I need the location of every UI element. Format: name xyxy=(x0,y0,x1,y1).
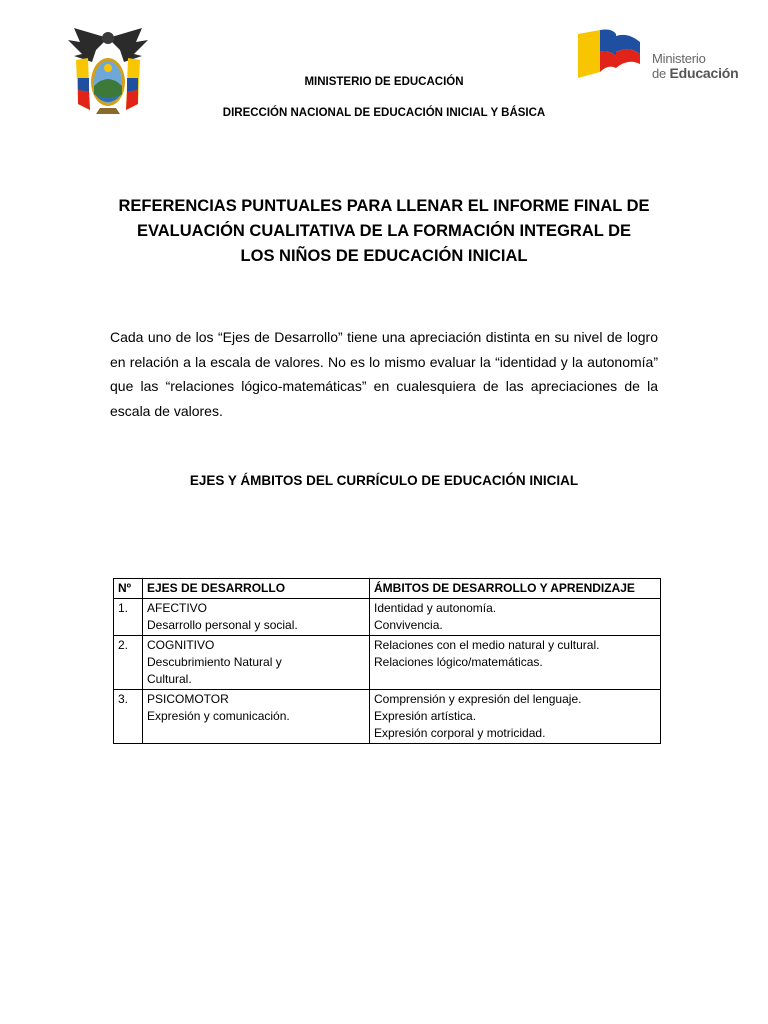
table-header-row xyxy=(114,579,661,599)
eje-line: Descubrimiento Natural y xyxy=(147,655,282,669)
document-title xyxy=(108,194,660,269)
eje-cell xyxy=(143,636,370,690)
ambitos-cell xyxy=(370,599,661,636)
ambito-line: Relaciones con el medio natural y cultural. xyxy=(374,638,600,652)
logo-line1: Ministerio xyxy=(652,51,706,66)
eje-line: AFECTIVO xyxy=(147,601,208,615)
ambito-line: Convivencia. xyxy=(374,618,443,632)
row-number: 2. xyxy=(114,636,143,690)
logo-line2-bold: Educación xyxy=(669,65,739,81)
row-number: 3. xyxy=(114,690,143,744)
logo-line2-prefix: de xyxy=(652,66,670,81)
header-num: Nº xyxy=(114,579,143,599)
ambitos-cell xyxy=(370,636,661,690)
ambitos-cell xyxy=(370,690,661,744)
ambito-line: Identidad y autonomía. xyxy=(374,601,497,615)
document-title-line: REFERENCIAS PUNTUALES PARA LLENAR EL INFORME FINAL DE xyxy=(118,197,650,215)
intro-paragraph: Cada uno de los “Ejes de Desarrollo” tiene una apreciación distinta en su nivel de logro en relación a la escala de valores. No es lo mismo evaluar la “identidad y la autonomía” que las “relaciones lógico-matemáticas” en cualesquiera de las apreciaciones de la escala de valores. xyxy=(110,329,658,419)
document-title-line: LOS NIÑOS DE EDUCACIÓN INICIAL xyxy=(240,247,528,265)
eje-line: Desarrollo personal y social. xyxy=(147,618,298,632)
coat-of-arms-logo xyxy=(66,24,150,118)
eje-line: COGNITIVO xyxy=(147,638,215,652)
table-row xyxy=(114,690,661,744)
header-ejes: EJES DE DESARROLLO xyxy=(143,579,370,599)
ambito-line: Expresión artística. xyxy=(374,709,477,723)
eje-cell xyxy=(143,599,370,636)
ministry-header: MINISTERIO DE EDUCACIÓN xyxy=(304,76,464,88)
eje-line: Cultural. xyxy=(147,672,192,686)
section-title: EJES Y ÁMBITOS DEL CURRÍCULO DE EDUCACIÓN INICIAL xyxy=(189,473,579,488)
header-ambitos: ÁMBITOS DE DESARROLLO Y APRENDIZAJE xyxy=(370,579,661,599)
document-title-line: EVALUACIÓN CUALITATIVA DE LA FORMACIÓN INTEGRAL DE xyxy=(136,222,632,240)
eje-line: PSICOMOTOR xyxy=(147,692,229,706)
ambito-line: Relaciones lógico/matemáticas. xyxy=(374,655,543,669)
ejes-ambitos-table xyxy=(113,578,661,744)
eje-line: Expresión y comunicación. xyxy=(147,709,290,723)
direction-header: DIRECCIÓN NACIONAL DE EDUCACIÓN INICIAL Y BÁSICA xyxy=(222,107,546,119)
table-row xyxy=(114,599,661,636)
eje-cell xyxy=(143,690,370,744)
ambito-line: Expresión corporal y motricidad. xyxy=(374,726,546,740)
ambito-line: Comprensión y expresión del lenguaje. xyxy=(374,692,582,706)
row-number: 1. xyxy=(114,599,143,636)
table-row xyxy=(114,636,661,690)
